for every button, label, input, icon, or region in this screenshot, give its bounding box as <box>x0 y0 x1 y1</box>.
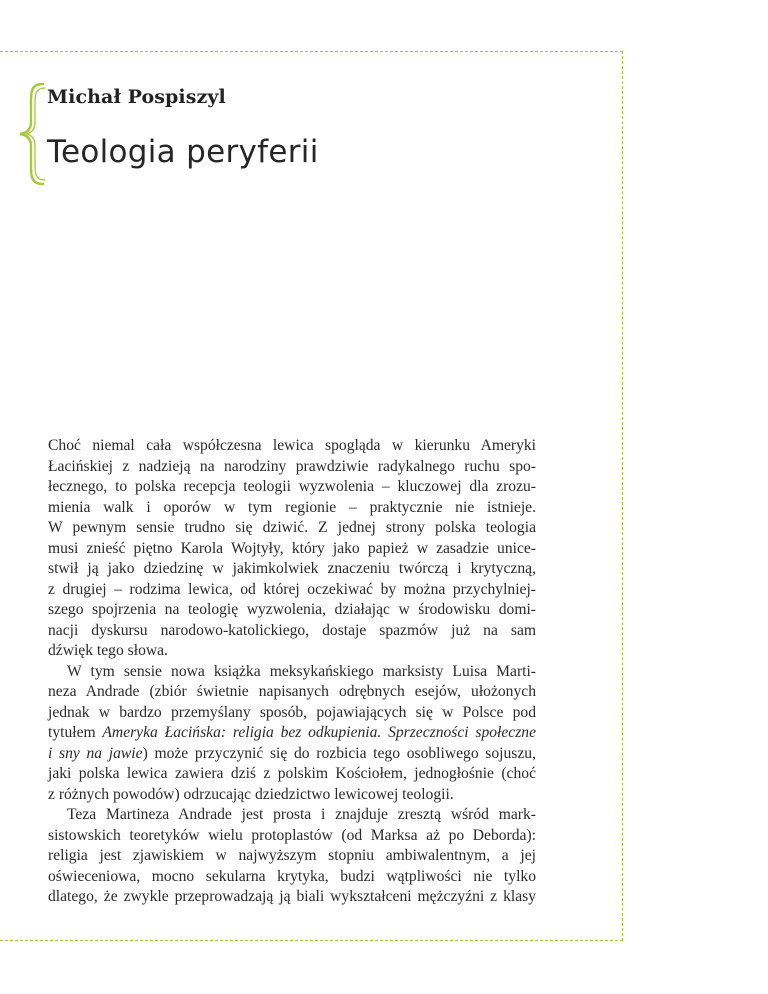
paragraph-1 <box>48 436 536 662</box>
text-line: z drugiej – rodzima lewica, od której oczekiwać by można przychylniej- <box>48 580 536 598</box>
paragraph-2 <box>48 662 536 806</box>
text-fragment: tytułem <box>48 724 103 741</box>
text-line: stwił ją jako dziedzinę w jakimkolwiek znaczeniu twórczą i krytyczną, <box>48 560 536 577</box>
text-line: W pewnym sensie trudno się dziwić. Z jednej strony polska teologia <box>48 519 536 536</box>
text-line: jaki polska lewica zawiera dziś z polskim Kościołem, jednogłośnie (choć <box>48 765 536 782</box>
text-line: z różnych powodów) odrzucając dziedzictwo lewicowej teologii. <box>48 785 454 803</box>
frame-bottom-border <box>0 940 623 941</box>
article-title: Teologia peryferii <box>47 134 319 170</box>
text-line: Łacińskiej z nadzieją na narodziny prawdziwie radykalnego ruchu spo- <box>48 457 536 475</box>
text-line <box>48 744 536 765</box>
frame-top-border <box>0 51 623 52</box>
text-line: jednak w bardzo przemyślany sposób, pojawiających się w Polsce pod <box>48 703 536 721</box>
text-line: mienia walk i oporów w tym regionie – praktycznie nie istnieje. <box>48 498 536 516</box>
text-line: oświeceniowa, mocno sekularna krytyka, budzi wątpliwości nie tylko <box>48 867 536 885</box>
text-line: dlatego, że zwykle przeprowadzają ją biali wykształceni mężczyźni z klasy <box>48 888 536 905</box>
text-fragment: ) może przyczynić się do rozbicia tego osobliwego sojuszu, <box>142 744 536 762</box>
frame-right-border <box>622 51 623 941</box>
text-line: Teza Martineza Andrade jest prosta i znajduje zresztą wśród mark- <box>67 806 536 823</box>
text-line <box>48 723 536 744</box>
text-line: szego spojrzenia na teologię wyzwolenia, działając w środowisku domi- <box>48 601 536 618</box>
text-line: sistowskich teoretyków wielu protoplastów (od Marksa aż po Deborda): <box>48 826 536 844</box>
text-line: neza Andrade (zbiór świetnie napisanych odrębnych esejów, ułożonych <box>48 683 536 700</box>
text-line: musi znieść piętno Karola Wojtyły, który jako papież w zasadzie unice- <box>48 539 536 557</box>
curly-brace-icon <box>16 82 46 186</box>
article-body <box>48 436 536 908</box>
text-line: łecznego, to polska recepcja teologii wyzwolenia – kluczowej dla zrozu- <box>48 478 536 495</box>
author-name: Michał Pospiszyl <box>47 86 226 108</box>
text-line: religia jest zjawiskiem w najwyższym stopniu ambiwalentnym, a jej <box>48 847 536 864</box>
text-line: W tym sensie nowa książka meksykańskiego marksisty Luisa Marti- <box>67 662 536 680</box>
text-line: nacji dyskursu narodowo-katolickiego, dostaje spazmów już na sam <box>48 621 536 639</box>
book-title-part-2: i sny na jawie <box>48 744 143 762</box>
text-line: Choć niemal cała współczesna lewica spogląda w kierunku Ameryki <box>48 437 536 454</box>
paragraph-3 <box>48 805 536 908</box>
book-title-part-1: Ameryka Łacińska: religia bez odkupienia. Sprzeczności społeczne <box>102 724 536 741</box>
text-line: dźwięk tego słowa. <box>48 642 168 659</box>
